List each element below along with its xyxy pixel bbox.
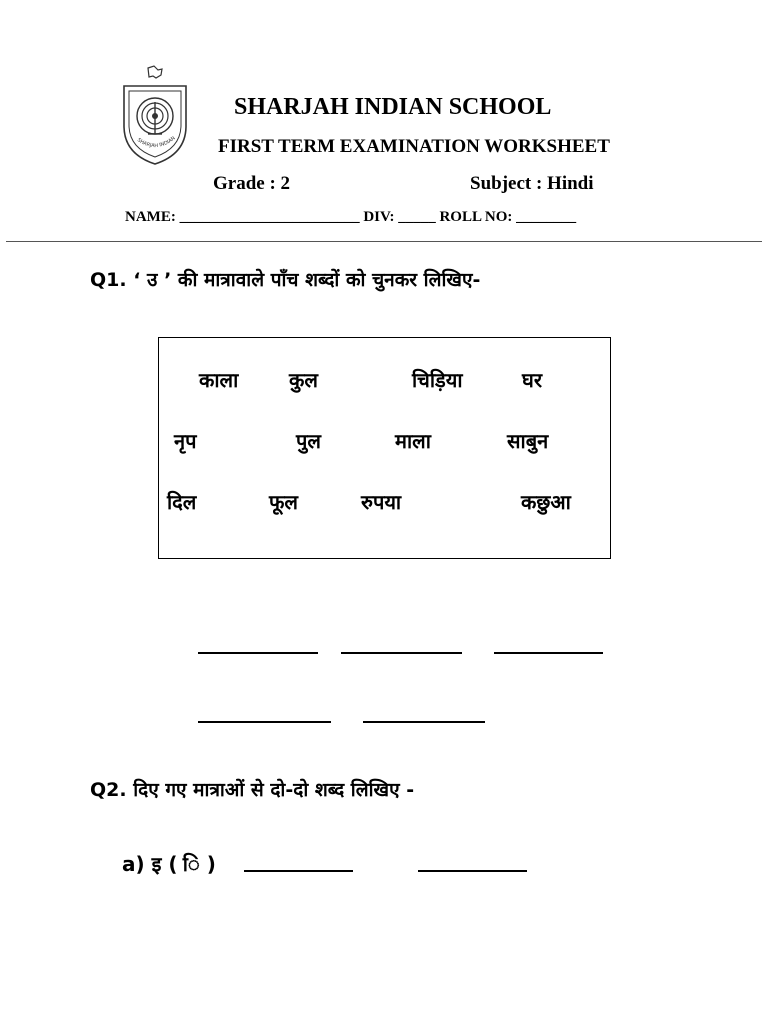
word-box: [158, 337, 611, 559]
header-divider: [6, 241, 762, 242]
word-item: कछुआ: [521, 490, 571, 514]
answer-blank[interactable]: [363, 721, 485, 723]
question-2-item-a: a) इ ( ि ): [122, 852, 216, 876]
word-item: चिड़िया: [412, 368, 463, 392]
student-details-line: NAME: ________________________ DIV: _____ ROLL NO: ________: [125, 209, 577, 225]
word-item: फूल: [269, 490, 298, 514]
word-item: पुल: [296, 429, 321, 453]
answer-blank[interactable]: [198, 652, 318, 654]
answer-blank[interactable]: [341, 652, 462, 654]
word-item: साबुन: [507, 429, 549, 453]
answer-blank[interactable]: [244, 870, 353, 872]
question-2-prompt: Q2. दिए गए मात्राओं से दो-दो शब्द लिखिए -: [90, 779, 415, 801]
word-item: कुल: [289, 368, 318, 392]
question-1-prompt: Q1. ‘ उ ’ की मात्रावाले पाँच शब्दों को चुनकर लिखिए-: [90, 269, 481, 291]
answer-blank[interactable]: [198, 721, 331, 723]
svg-text:SHARJAH INDIAN SCHOOL: SHARJAH INDIAN: [136, 135, 177, 150]
word-item: माला: [395, 429, 431, 453]
school-name: SHARJAH INDIAN SCHOOL: [234, 94, 552, 120]
word-item: काला: [199, 368, 239, 392]
word-item: घर: [522, 368, 542, 392]
word-item: दिल: [167, 490, 197, 514]
exam-title: FIRST TERM EXAMINATION WORKSHEET: [218, 136, 610, 157]
subject-label: Subject : Hindi: [470, 173, 594, 194]
answer-blank[interactable]: [418, 870, 527, 872]
word-item: रुपया: [361, 490, 402, 514]
word-item: नृप: [174, 429, 197, 453]
grade-label: Grade : 2: [213, 173, 291, 194]
answer-blank[interactable]: [494, 652, 603, 654]
school-crest-icon: [118, 64, 192, 168]
